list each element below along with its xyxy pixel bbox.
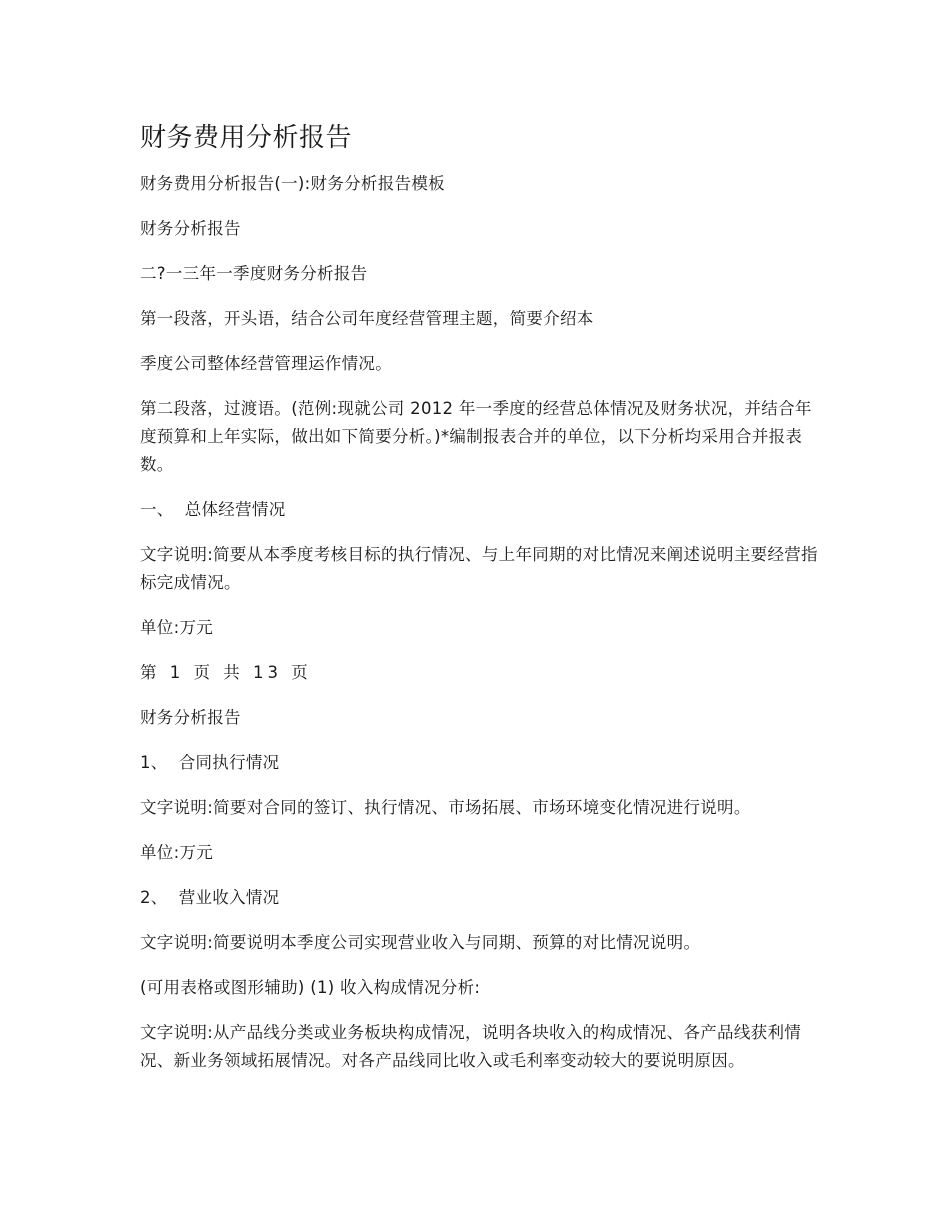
document-title: 财务费用分析报告 <box>140 123 353 153</box>
paragraph-product-line-desc: 文字说明:从产品线分类或业务板块构成情况，说明各块收入的构成情况、各产品线获利情况、新业务领域拓展情况。对各产品线同比收入或毛利率变动较大的要说明原因。 <box>140 1023 802 1070</box>
paragraph-subtitle: 财务费用分析报告(一):财务分析报告模板 <box>140 174 445 193</box>
paragraph-report-name-2: 财务分析报告 <box>140 708 241 727</box>
paragraph-opening: 第一段落，开头语，结合公司年度经营管理主题，简要介绍本 <box>140 309 594 328</box>
paragraph-contract-desc: 文字说明:简要对合同的签订、执行情况、市场拓展、市场环境变化情况进行说明。 <box>140 798 751 817</box>
paragraph-overall-desc: 文字说明:简要从本季度考核目标的执行情况、与上年同期的对比情况来阐述说明主要经营指标完成情况。 <box>140 545 818 592</box>
section-heading-revenue: 2、 营业收入情况 <box>140 888 280 907</box>
paragraph-opening-cont: 季度公司整体经营管理运作情况。 <box>140 354 392 373</box>
section-heading-overall: 一、 总体经营情况 <box>140 500 286 519</box>
paragraph-revenue-desc: 文字说明:简要说明本季度公司实现营业收入与同期、预算的对比情况说明。 <box>140 933 701 952</box>
paragraph-revenue-analysis: (可用表格或图形辅助) (1) 收入构成情况分析: <box>140 978 481 997</box>
paragraph-report-period: 二?一三年一季度财务分析报告 <box>140 264 368 283</box>
section-heading-contract: 1、 合同执行情况 <box>140 753 280 772</box>
paragraph-unit-2: 单位:万元 <box>140 843 214 862</box>
document-page <box>140 118 820 1092</box>
page-number: 第 1 页 共 13 页 <box>140 663 312 682</box>
paragraph-unit: 单位:万元 <box>140 618 214 637</box>
paragraph-transition: 第二段落，过渡语。(范例:现就公司 2012 年一季度的经营总体情况及财务状况，并结合年度预算和上年实际，做出如下简要分析。)*编制报表合并的单位，以下分析均采用合并报表数。 <box>140 399 812 474</box>
paragraph-report-name: 财务分析报告 <box>140 219 241 238</box>
